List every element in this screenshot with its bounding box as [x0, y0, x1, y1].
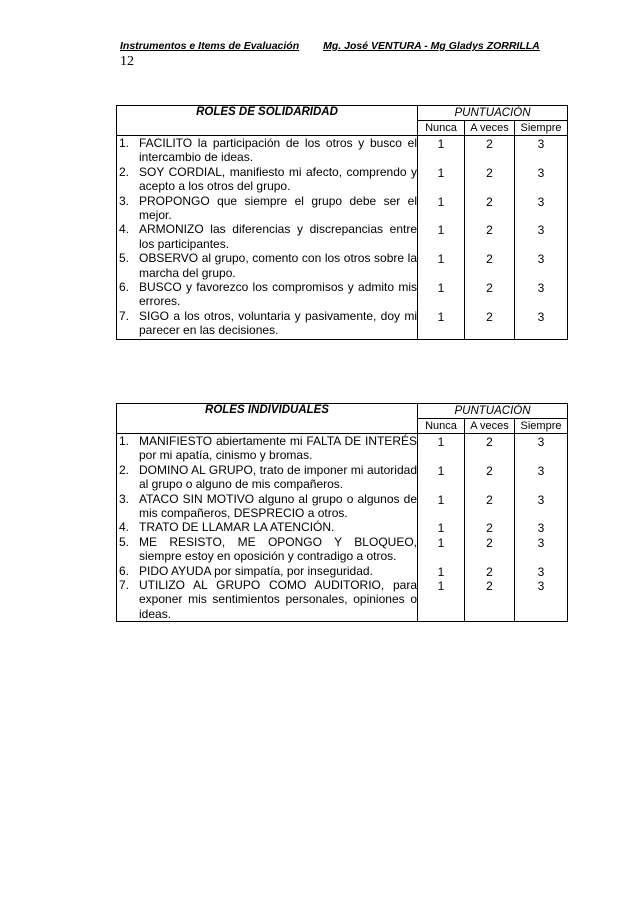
score-value: 3	[537, 535, 545, 550]
item-number: 1.	[119, 136, 130, 150]
column-header-a-veces: A veces	[465, 419, 515, 434]
score-value: 2	[486, 194, 493, 209]
score-value: 3	[537, 463, 545, 478]
score-value: 3	[537, 252, 545, 267]
item-text: SOY CORDIAL, manifiesto mi afecto, comprendo y acepto a los otros del grupo.	[139, 164, 417, 194]
nunca-column	[418, 434, 465, 622]
score-value: 1	[437, 578, 445, 593]
siempre-column	[515, 136, 568, 340]
list-item	[117, 309, 417, 338]
column-header-nunca: Nunca	[418, 121, 465, 136]
item-number: 7.	[119, 578, 130, 593]
siempre-column	[515, 434, 568, 622]
list-item	[117, 194, 417, 223]
item-number: 3.	[119, 193, 130, 208]
item-number: 2.	[119, 462, 130, 477]
item-text: UTILIZO AL GRUPO COMO AUDITORIO, para exponer mis sentimientos personales, opiniones o ideas.	[139, 578, 417, 621]
item-number: 4.	[119, 520, 130, 535]
score-value: 2	[486, 492, 493, 507]
item-number: 5.	[119, 251, 130, 266]
score-value: 2	[486, 223, 493, 238]
score-value: 2	[486, 309, 493, 324]
page-number: 12	[120, 54, 134, 69]
score-value: 1	[437, 564, 445, 579]
score-value: 1	[437, 137, 445, 151]
score-value: 2	[486, 535, 493, 550]
score-value: 1	[437, 463, 445, 478]
item-text: FACILITO la participación de los otros y busco el intercambio de ideas.	[139, 136, 417, 165]
item-text: ATACO SIN MOTIVO alguno al grupo o algunos de mis compañeros, DESPRECIO a otros.	[139, 491, 417, 521]
item-text: PIDO AYUDA por simpatía, por inseguridad.	[139, 563, 373, 578]
score-value: 2	[486, 521, 493, 536]
list-item	[117, 578, 417, 621]
list-item	[117, 251, 417, 280]
item-number: 6.	[119, 280, 130, 295]
score-value: 1	[437, 435, 445, 449]
score-value: 3	[537, 435, 545, 449]
item-text: DOMINO AL GRUPO, trato de imponer mi autoridad al grupo o alguno de mis compañeros.	[139, 462, 417, 492]
item-number: 6.	[119, 563, 130, 578]
item-text: MANIFIESTO abiertamente mi FALTA DE INTERÉS por mi apatía, cinismo y bromas.	[139, 434, 417, 463]
items-cell	[117, 434, 418, 622]
header-left: Instrumentos e Items de Evaluación	[120, 40, 300, 52]
score-value: 1	[437, 521, 445, 536]
score-value: 2	[486, 165, 493, 180]
list-item	[117, 280, 417, 309]
column-header-siempre: Siempre	[515, 121, 568, 136]
score-value: 3	[537, 309, 545, 324]
score-value: 2	[486, 578, 493, 593]
list-item	[117, 434, 417, 463]
table-title: ROLES DE SOLIDARIDAD	[117, 106, 418, 136]
item-text: OBSERVO al grupo, comento con los otros sobre la marcha del grupo.	[139, 251, 417, 280]
list-item	[117, 564, 417, 578]
column-header-a-veces: A veces	[465, 121, 515, 136]
score-header: PUNTUACIÓN	[418, 404, 568, 419]
roles-solidaridad-table	[116, 105, 568, 340]
score-value: 1	[437, 223, 445, 238]
score-value: 1	[437, 280, 445, 295]
score-value: 3	[537, 223, 545, 238]
score-value: 2	[486, 564, 493, 579]
list-item	[117, 520, 417, 534]
list-item	[117, 463, 417, 492]
score-value: 1	[437, 535, 445, 550]
item-text: TRATO DE LLAMAR LA ATENCIÓN.	[139, 520, 335, 535]
score-value: 1	[437, 492, 445, 507]
column-header-siempre: Siempre	[515, 419, 568, 434]
score-value: 3	[537, 521, 545, 536]
score-value: 3	[537, 492, 545, 507]
score-value: 3	[537, 578, 545, 593]
score-value: 2	[486, 252, 493, 267]
score-value: 3	[537, 194, 545, 209]
item-text: SIGO a los otros, voluntaria y pasivamente, doy mi parecer en las decisiones.	[139, 308, 417, 338]
score-value: 1	[437, 194, 445, 209]
list-item	[117, 165, 417, 194]
item-number: 2.	[119, 164, 130, 179]
item-number: 1.	[119, 434, 130, 448]
header-right: Mg. José VENTURA - Mg Gladys ZORRILLA	[323, 40, 540, 52]
item-number: 3.	[119, 491, 130, 506]
item-number: 4.	[119, 222, 130, 237]
score-header: PUNTUACIÓN	[418, 106, 568, 121]
list-item	[117, 535, 417, 564]
a-veces-column	[465, 136, 515, 340]
list-item	[117, 222, 417, 251]
list-item	[117, 492, 417, 521]
item-text: PROPONGO que siempre el grupo debe ser el mejor.	[139, 193, 417, 223]
score-value: 1	[437, 309, 445, 324]
nunca-column	[418, 136, 465, 340]
column-header-nunca: Nunca	[418, 419, 465, 434]
a-veces-column	[465, 434, 515, 622]
item-number: 5.	[119, 534, 130, 549]
item-text: ME RESISTO, ME OPONGO Y BLOQUEO, siempre estoy en oposición y contradigo a otros.	[139, 534, 417, 564]
score-value: 3	[537, 280, 545, 295]
score-value: 2	[486, 435, 493, 449]
score-value: 1	[437, 252, 445, 267]
item-text: BUSCO y favorezco los compromisos y admito mis errores.	[139, 280, 417, 309]
table-title: ROLES INDIVIDUALES	[117, 404, 418, 434]
roles-individuales-table	[116, 403, 568, 622]
score-value: 2	[486, 280, 493, 295]
item-text: ARMONIZO las diferencias y discrepancias entre los participantes.	[139, 222, 417, 251]
score-value: 1	[437, 165, 445, 180]
item-number: 7.	[119, 308, 130, 323]
score-value: 3	[537, 564, 545, 579]
score-value: 3	[537, 137, 545, 151]
score-value: 2	[486, 137, 493, 151]
page-header	[120, 40, 540, 52]
score-value: 2	[486, 463, 493, 478]
score-value: 3	[537, 165, 545, 180]
list-item	[117, 136, 417, 165]
items-cell	[117, 136, 418, 340]
